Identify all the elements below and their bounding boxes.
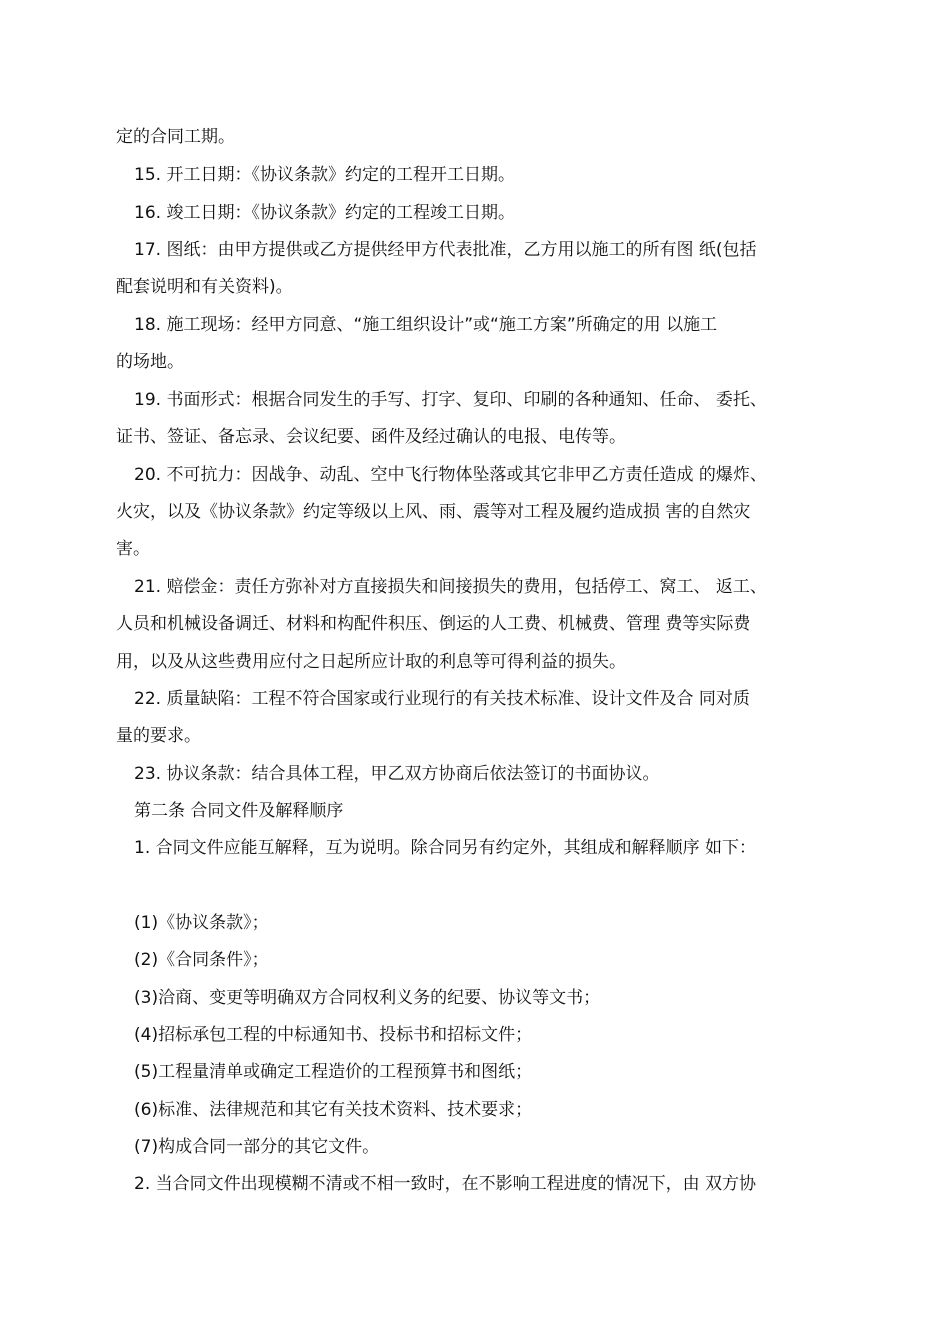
text-line: 17. 图纸：由甲方提供或乙方提供经甲方代表批准，乙方用以施工的所有图 纸(包括 xyxy=(134,240,757,260)
text-line: 20. 不可抗力：因战争、动乱、空中飞行物体坠落或其它非甲乙方责任造成 的爆炸、 xyxy=(134,465,767,485)
list-item: (5)工程量清单或确定工程造价的工程预算书和图纸； xyxy=(134,1062,533,1082)
text-line: 23. 协议条款：结合具体工程，甲乙双方协商后依法签订的书面协议。 xyxy=(134,764,660,784)
text-line: 人员和机械设备调迁、材料和构配件积压、倒运的人工费、机械费、管理 费等实际费 xyxy=(116,614,751,634)
text-line: 18. 施工现场：经甲方同意、“施工组织设计”或“施工方案”所确定的用 以施工 xyxy=(134,315,718,335)
list-item: (6)标准、法律规范和其它有关技术资料、技术要求； xyxy=(134,1100,533,1120)
list-item: (1)《协议条款》； xyxy=(134,913,269,933)
text-line: 21. 赔偿金：责任方弥补对方直接损失和间接损失的费用，包括停工、窝工、 返工、 xyxy=(134,577,767,597)
text-line: 2. 当合同文件出现模糊不清或不相一致时，在不影响工程进度的情况下，由 双方协 xyxy=(134,1174,757,1194)
text-line: 16. 竣工日期：《协议条款》约定的工程竣工日期。 xyxy=(134,203,515,223)
text-line: 量的要求。 xyxy=(116,726,201,746)
text-line: 22. 质量缺陷：工程不符合国家或行业现行的有关技术标准、设计文件及合 同对质 xyxy=(134,689,750,709)
text-line: 1. 合同文件应能互解释，互为说明。除合同另有约定外，其组成和解释顺序 如下： xyxy=(134,838,757,858)
list-item: (3)洽商、变更等明确双方合同权利义务的纪要、协议等文书； xyxy=(134,988,601,1008)
text-line: 19. 书面形式：根据合同发生的手写、打字、复印、印刷的各种通知、任命、 委托、 xyxy=(134,390,767,410)
section-heading: 第二条 合同文件及解释顺序 xyxy=(134,801,344,821)
list-item: (4)招标承包工程的中标通知书、投标书和招标文件； xyxy=(134,1025,533,1045)
text-line: 的场地。 xyxy=(116,352,184,372)
text-line: 定的合同工期。 xyxy=(116,127,235,147)
text-line: 证书、签证、备忘录、会议纪要、函件及经过确认的电报、电传等。 xyxy=(116,427,626,447)
text-line: 火灾，以及《协议条款》约定等级以上风、雨、震等对工程及履约造成损 害的自然灾 xyxy=(116,502,751,522)
text-line: 15. 开工日期：《协议条款》约定的工程开工日期。 xyxy=(134,165,515,185)
text-line: 害。 xyxy=(116,539,150,559)
list-item: (2)《合同条件》； xyxy=(134,950,269,970)
list-item: (7)构成合同一部分的其它文件。 xyxy=(134,1137,380,1157)
text-line: 用，以及从这些费用应付之日起所应计取的利息等可得利益的损失。 xyxy=(116,652,626,672)
text-line: 配套说明和有关资料)。 xyxy=(116,277,293,297)
